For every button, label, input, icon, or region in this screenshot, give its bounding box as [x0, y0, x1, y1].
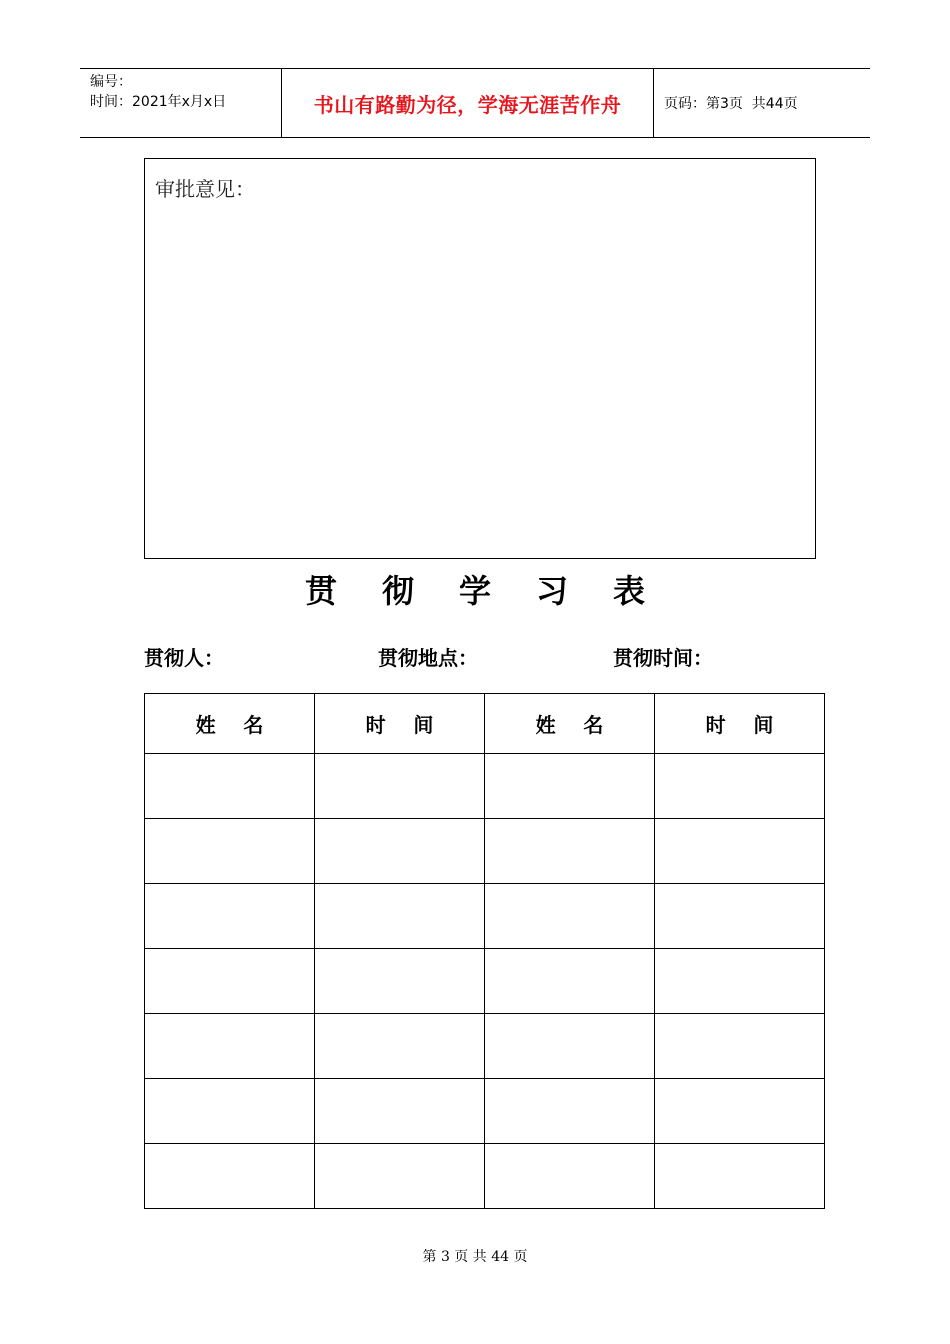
table-row: [145, 819, 825, 884]
header-meta: [80, 69, 282, 137]
table-cell[interactable]: [315, 1144, 485, 1209]
approval-opinion-label: 审批意见：: [155, 177, 255, 201]
header-page-number: 页码：第3页 共44页: [664, 96, 798, 112]
table-cell[interactable]: [655, 1014, 825, 1079]
footer-page-number: 第 3 页 共 44 页: [422, 1249, 528, 1265]
table-cell[interactable]: [315, 949, 485, 1014]
location-label: 贯彻地点：: [378, 646, 478, 670]
table-cell[interactable]: [655, 949, 825, 1014]
study-record-table: [144, 693, 825, 1209]
page-header: [80, 68, 870, 138]
form-title-char: 习: [535, 572, 568, 610]
table-cell[interactable]: [145, 1014, 315, 1079]
table-cell[interactable]: [315, 1079, 485, 1144]
table-row: [145, 884, 825, 949]
table-row: [145, 754, 825, 819]
table-cell[interactable]: [655, 754, 825, 819]
implementer-label: 贯彻人：: [144, 646, 224, 670]
column-header-name: 姓 名: [145, 694, 315, 754]
document-number-label: 编号：: [90, 74, 132, 90]
table-row: [145, 1144, 825, 1209]
form-title-char: 彻: [381, 572, 414, 610]
table-cell[interactable]: [315, 819, 485, 884]
approval-opinion-box: [144, 158, 816, 559]
table-cell[interactable]: [485, 1079, 655, 1144]
column-header-time: 时 间: [315, 694, 485, 754]
table-cell[interactable]: [485, 884, 655, 949]
table-cell[interactable]: [145, 1144, 315, 1209]
table-cell[interactable]: [315, 884, 485, 949]
implementation-time-label: 贯彻时间：: [613, 646, 713, 670]
column-header-name: 姓 名: [485, 694, 655, 754]
table-cell[interactable]: [655, 1144, 825, 1209]
table-cell[interactable]: [485, 949, 655, 1014]
table-cell[interactable]: [145, 754, 315, 819]
column-header-time: 时 间: [655, 694, 825, 754]
table-cell[interactable]: [485, 1014, 655, 1079]
table-cell[interactable]: [145, 884, 315, 949]
form-title: [0, 566, 950, 610]
header-page-info: [654, 69, 870, 137]
table-cell[interactable]: [655, 1079, 825, 1144]
table-cell[interactable]: [485, 819, 655, 884]
table-cell[interactable]: [315, 754, 485, 819]
table-cell[interactable]: [145, 819, 315, 884]
table-row: [145, 949, 825, 1014]
table-header-row: [145, 694, 825, 754]
table-cell[interactable]: [655, 884, 825, 949]
page-footer: [0, 1246, 950, 1266]
form-title-char: 学: [458, 572, 491, 610]
table-row: [145, 1079, 825, 1144]
table-cell[interactable]: [145, 949, 315, 1014]
table-cell[interactable]: [485, 1144, 655, 1209]
table-cell[interactable]: [315, 1014, 485, 1079]
form-title-char: 贯: [304, 572, 337, 610]
table-cell[interactable]: [145, 1079, 315, 1144]
table-cell[interactable]: [485, 754, 655, 819]
table-cell[interactable]: [655, 819, 825, 884]
table-row: [145, 1014, 825, 1079]
document-time-label: 时间：2021年x月x日: [90, 94, 227, 110]
header-motto: 书山有路勤为径，学海无涯苦作舟: [282, 69, 654, 137]
form-title-char: 表: [612, 572, 645, 610]
